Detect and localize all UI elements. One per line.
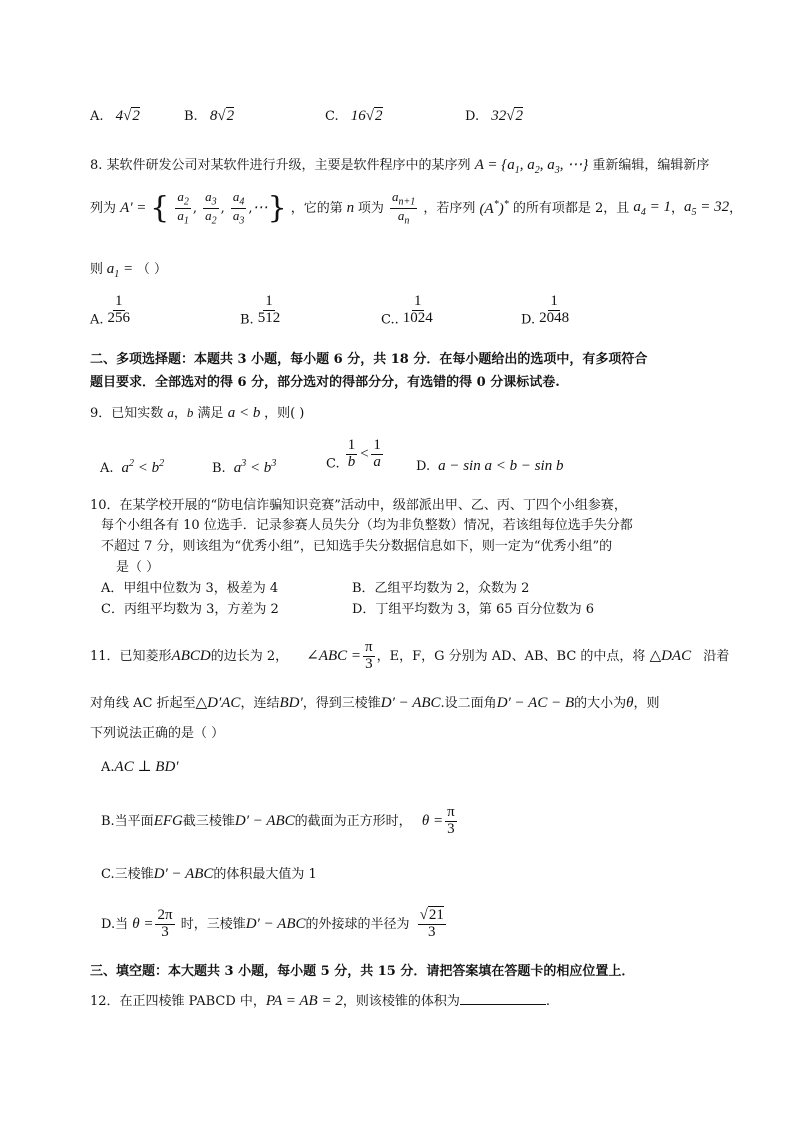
q11-option-b: B.当平面EFG截三棱锥D′ − ABC的截面为正方形时， θ = $\frac{\pi}{3}$ [101,804,455,837]
q10-option-c: C．丙组平均数为 3，方差为 2 [101,602,279,617]
q11-option-c: C.三棱锥D′ − ABC的体积最大值为 1 [101,866,317,882]
question-12: 12．在正四棱锥 PABCD 中，PA = AB = 2，则该棱锥的体积为 . [90,993,550,1009]
q8-option-b: B. $\frac{1}{512}$ [240,293,281,328]
q9-option-d: D. a − sin a < b − sin b [416,458,564,474]
q10-line1: 10．在某学校开展的“防电信诈骗知识竞赛”活动中，级部派出甲、乙、丙、丁四个小组参赛， [90,498,627,513]
q10-option-a: A．甲组中位数为 3，极差为 4 [101,581,279,596]
q10-option-d: D．丁组平均数为 3，第 65 百分位数为 6 [352,602,595,617]
q8-option-d: D. $\frac{1}{2048}$ [521,293,570,328]
q8-line3: 则 $a_1$ = （ ） [90,261,168,280]
q11-line3: 下列说法正确的是（ ） [90,726,225,741]
q9-option-c: C. $\frac{1}{b}$ < $\frac{1}{a}$ [326,437,381,472]
q10-line4: 是（ ） [116,560,160,575]
q11-line1: 11．已知菱形ABCD的边长为 2， ∠ABC = $\frac{\pi}{3}$ ，E，F，G 分别为 AD、AB、BC 的中点，将 △DAC 沿着 [90,639,730,672]
q10-line2: 每个小组各有 10 位选手．记录参赛人员失分（均为非负整数）情况，若该组每位选手失分都 [101,518,633,533]
q8-line1: 8. 某软件研发公司对某软件进行升级，主要是软件程序中的某序列 $A = \{a_1$, $a_2$, $a_3$, ⋯} 重新编辑，编辑新序 [90,157,710,176]
q8-line2: 列为 A' = { $\frac{a_2}{a_1}$ , $\frac{a_3}{a_2}$ , $\frac{a_4}{a_3}$ ,⋯} ，它的第 n 项为 $\frac{a_{n+1}}{a_n}$ ，若序列 (A*)* 的所有项都是 2，且 $a_4 = 1$，$a_5 = 32$， [90,189,743,227]
q11-option-a: A.AC ⊥ BD′ [101,759,179,775]
q9-option-a: A. $a^2 < b^2$ [100,458,165,476]
q11-line2: 对角线 AC 折起至△D′AC，连结BD′，得到三棱锥D′ − ABC.设二面角D′ − AC − B的大小为θ，则 [90,695,660,711]
section-2-line1: 二、多项选择题：本题共 3 小题，每小题 6 分，共 18 分．在每小题给出的选项中，有多项符合 [90,352,648,367]
q11-option-d: D.当 θ = $\frac{2\pi}{3}$ 时，三棱锥D′ − ABC的外接球的半径为 $\frac{√21}{3}$ [101,907,444,940]
q8-option-c: C.. $\frac{1}{1024}$ [381,293,433,328]
q7-option-b: B. 8√2 [184,108,235,124]
answer-blank[interactable] [460,992,546,1005]
q7-option-a: A. 4√2 [90,108,140,124]
q9-option-b: B. $a^3 < b^3$ [212,458,277,476]
section-2-line2: 题目要求．全部选对的得 6 分，部分选对的得部分分，有选错的得 0 分课标试卷. [90,375,560,390]
q8-option-a: A. $\frac{1}{256}$ [90,293,131,328]
q9-stem: 9．已知实数 a，b 满足 a < b ，则( ) [90,405,305,421]
q10-line3: 不超过 7 分，则该组为“优秀小组”，已知选手失分数据信息如下，则一定为“优秀小组”的 [101,539,613,554]
q7-option-d: D. 32√2 [465,108,523,124]
q7-option-c: C. 16√2 [325,108,383,124]
q10-option-b: B．乙组平均数为 2，众数为 2 [352,581,530,596]
section-3-header: 三、填空题：本大题共 3 小题，每小题 5 分，共 15 分．请把答案填在答题卡的相应位置上． [90,964,635,979]
